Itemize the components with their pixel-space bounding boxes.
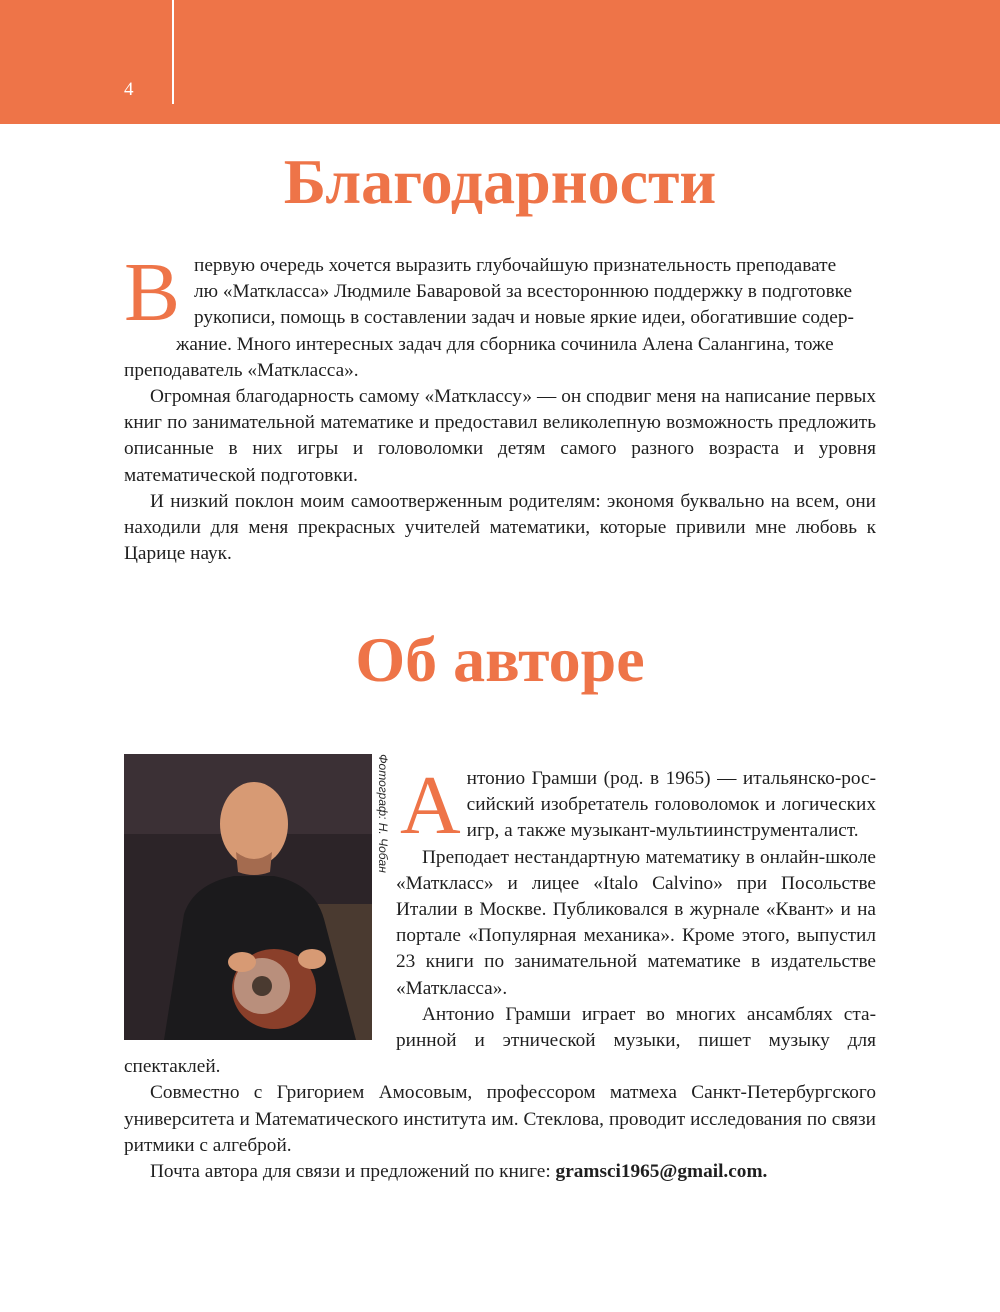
contact-prefix: Почта автора для связи и предложений по книге:	[150, 1161, 556, 1183]
author-paragraph-5	[124, 1159, 876, 1185]
author-paragraph-3: Антонио Грамши играет во многих ансамблях старинной и этнической музыки, пишет музыку для спектаклей.	[124, 1003, 876, 1078]
author-email: gramsci1965@gmail.com.	[555, 1161, 768, 1183]
section-title-acknowledgements: Благодарности	[283, 146, 717, 217]
drop-cap: А	[400, 759, 461, 852]
page-number: 4	[124, 79, 134, 100]
section-title-about-author: Об авторе	[355, 624, 645, 695]
author-photo	[124, 754, 372, 1040]
about-author-text	[124, 754, 876, 1185]
author-paragraph-1-text: нтонио Грамши (род. в 1965) — итальянско-российский изобретатель головоломок и логических игр, а также музыкант-мультиинструменталист.	[466, 768, 876, 842]
drop-cap: В	[124, 246, 181, 339]
text-line: жание. Много интересных задач для сборника сочинила Алена Салангина, тоже	[176, 333, 834, 355]
acknowledgements-paragraph-3: И низкий поклон моим самоотверженным родителям: экономя буквально на всем, они находили для меня прекрасных учителей математики, которые привили мне любовь к Царице наук.	[124, 490, 876, 565]
header-divider	[172, 0, 174, 104]
author-photo-figure	[124, 754, 396, 1040]
text-line: преподаватель «Маткласса».	[124, 359, 359, 381]
acknowledgements-paragraph-1	[124, 246, 876, 384]
text-line: лю «Маткласса» Людмиле Баваровой за всестороннюю поддержку в подготовке	[194, 281, 853, 303]
author-paragraph-2: Преподает нестандартную математику в онлайн-школе «Маткласс» и лицее «Italo Calvino» при Посольстве Италии в Москве. Публиковался в журнале «Квант» и на портале «Популярная механика». Кроме этого, выпустил 23 книги по занимательной математике в издательстве «Маткласса».	[396, 846, 876, 999]
text-line: первую очередь хочется выразить глубочайшую признательность преподавате	[194, 255, 837, 276]
author-paragraph-4: Совместно с Григорием Амосовым, профессором матмеха Санкт-Петербургского университета и Математического института им. Стеклова, проводит исследования по связи ритмики с алгеброй.	[124, 1082, 876, 1156]
acknowledgements-paragraph-2: Огромная благодарность самому «Матклассу» — он сподвиг меня на написание первых книг по занимательной математике и предоставил великолепную возможность предложить описанные в них игры и головоломки детям самого разного возраста и уровня математической подготовки.	[124, 386, 876, 486]
photo-credit: Фотограф: Н. Чобан	[376, 754, 390, 873]
header-band	[0, 0, 1000, 124]
text-line: рукописи, помощь в составлении задач и новые яркие идеи, обогатившие содер-	[194, 307, 854, 329]
acknowledgements-text	[124, 246, 876, 567]
